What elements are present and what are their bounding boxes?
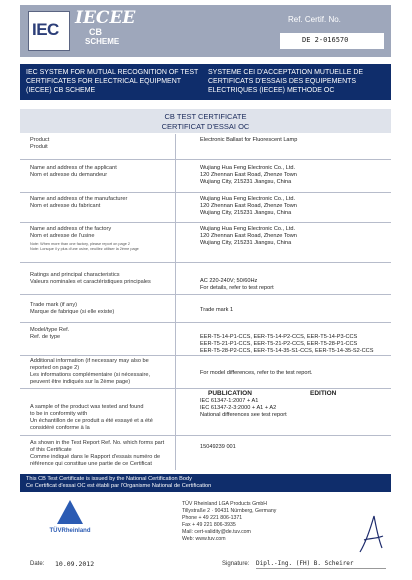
manufacturer-line: Wujiang City, 215231 Jiangsu, China xyxy=(200,210,292,216)
sample-label-line: considéré conforme à la xyxy=(30,425,90,431)
report-label-line: of this Certificate xyxy=(30,447,72,453)
row-trademark xyxy=(20,302,391,320)
product-value: Electronic Ballast for Fluorescent Lamp xyxy=(200,137,298,143)
sample-label-line: to be in conformity with xyxy=(30,411,88,417)
ref-certif-number: DE 2-016570 xyxy=(302,36,349,44)
factory-label-en: Name and address of the factory xyxy=(30,226,112,232)
issuer-address-line: TÜV Rheinland LGA Products GmbH xyxy=(182,501,268,507)
manufacturer-line: 120 Zhennan East Road, Zhenze Town xyxy=(200,203,297,209)
row-sample xyxy=(20,398,391,431)
product-label xyxy=(30,137,190,151)
date-value: 10.09.2012 xyxy=(55,560,95,568)
factory-note-fr: Note: Lorsque il y plus d'une usine, veuillez utiliser la 2ème page xyxy=(30,247,139,251)
trademark-label-fr: Marque de fabrique (si elle existe) xyxy=(30,309,115,315)
report-label-line: Comme indiqué dans le Rapport d'essais numéro de xyxy=(30,454,161,460)
publication-column-header: PUBLICATION xyxy=(208,390,252,397)
tuv-rheinland-logo xyxy=(40,500,100,550)
factory-label xyxy=(30,226,190,252)
model-line: EER-T5-21-P1-CCS, EER-T5-21-P2-CCS, EER-T5-28-P1-CCS xyxy=(200,341,358,347)
tuv-triangle-icon xyxy=(57,500,83,524)
row-separator xyxy=(20,388,391,389)
issuer-address-line: Tillystraße 2 · 90431 Nürnberg, Germany xyxy=(182,508,277,514)
iecee-logo-line2: CB xyxy=(89,27,102,37)
trademark-label xyxy=(30,302,190,316)
system-title-english: IEC SYSTEM FOR MUTUAL RECOGNITION OF TEST CERTIFICATES FOR ELECTRICAL EQUIPMENT (IECEE) CB SCHEME xyxy=(26,69,199,94)
sample-label xyxy=(30,404,190,432)
ref-certif-label: Ref. Certif. No. xyxy=(288,15,341,24)
applicant-label-en: Name and address of the applicant xyxy=(30,165,117,171)
applicant-label-fr: Nom et adresse du demandeur xyxy=(30,172,108,178)
signature-line xyxy=(256,568,386,569)
certificate-title-french: CERTIFICAT D'ESSAI OC xyxy=(161,122,250,131)
iecee-logo-line3: SCHEME xyxy=(85,37,120,46)
sample-label-line: Un échantillon de ce produit a été essayé et a été xyxy=(30,418,153,424)
factory-line: 120 Zhennan East Road, Zhenze Town xyxy=(200,233,297,239)
row-separator xyxy=(20,322,391,323)
model-label xyxy=(30,327,190,341)
manufacturer-label-en: Name and address of the manufacturer xyxy=(30,196,128,202)
ratings-label-en: Ratings and principal characteristics xyxy=(30,272,120,278)
ratings-label xyxy=(30,272,190,286)
iec-logo xyxy=(28,11,70,51)
issuer-address-line: Fax + 49 221 806-3935 xyxy=(182,522,236,528)
issuer-address-line: Mail: cert-validity@de.tuv.com xyxy=(182,529,251,535)
ratings-line: For details, refer to test report xyxy=(200,285,274,291)
certificate-header xyxy=(20,5,391,57)
handwritten-signature xyxy=(356,512,386,556)
report-number: 15049239 001 xyxy=(200,444,236,450)
row-separator xyxy=(20,355,391,356)
trademark-value: Trade mark 1 xyxy=(200,307,234,313)
row-separator xyxy=(20,192,391,193)
publication-list xyxy=(200,398,390,419)
applicant-line: Wujiang City, 215231 Jiangsu, China xyxy=(200,179,292,185)
trademark-label-en: Trade mark (if any) xyxy=(30,302,78,308)
factory-note-en: Note: When more than one factory, please report on page 2 xyxy=(30,242,130,246)
manufacturer-label-fr: Nom et adresse du fabricant xyxy=(30,203,101,209)
report-label-line: As shown in the Test Report Ref. No. which forms part xyxy=(30,440,165,446)
product-label-fr: Produit xyxy=(30,144,48,150)
iecee-cb-scheme-logo xyxy=(75,10,141,52)
edition-column-header: EDITION xyxy=(310,390,337,397)
row-separator xyxy=(20,262,391,263)
issuing-body-french: Ce Certificat d'essai OC est établi par l'Organisme National de Certification xyxy=(26,483,212,489)
product-label-en: Product xyxy=(30,137,50,143)
row-separator xyxy=(20,159,391,160)
applicant-line: Wujiang Hua Feng Electronic Co., Ltd. xyxy=(200,165,296,171)
row-factory xyxy=(20,226,391,260)
row-test-report xyxy=(20,440,391,470)
ratings-value xyxy=(200,278,390,292)
iec-logo-text: IEC xyxy=(32,20,59,39)
row-product xyxy=(20,137,391,157)
manufacturer-label xyxy=(30,196,190,210)
applicant-address xyxy=(200,165,390,186)
iecee-logo-line1: IECEE xyxy=(75,8,136,28)
additional-label-line: peuvent être indiqués sur la 2ème page) xyxy=(30,379,131,385)
manufacturer-line: Wujiang Hua Feng Electronic Co., Ltd. xyxy=(200,196,296,202)
factory-line: Wujiang City, 215231 Jiangsu, China xyxy=(200,240,292,246)
model-line: EER-T5-14-P1-CCS, EER-T5-14-P2-CCS, EER-T5-14-P3-CCS xyxy=(200,334,358,340)
factory-line: Wujiang Hua Feng Electronic Co., Ltd. xyxy=(200,226,296,232)
signatory-name: Dipl.-Ing. (FH) B. Scheirer xyxy=(256,560,354,567)
model-line: EER-T5-28-P2-CCS, EER-T5-14-35-S1-CCS, EER-T5-14-35-S2-CCS xyxy=(200,348,374,354)
additional-value: For model differences, refer to the test report. xyxy=(200,370,313,376)
sample-label-line: A sample of the product was tested and found xyxy=(30,404,144,410)
report-label-line: référence qui constitue une partie de ce Certificat xyxy=(30,461,152,467)
row-separator xyxy=(20,435,391,436)
additional-label-line: Les informations complémentaire (si nécessaire, xyxy=(30,372,151,378)
issuer-address xyxy=(182,501,382,543)
tuv-logo-text: TÜVRheinland xyxy=(49,528,91,534)
row-separator xyxy=(20,294,391,295)
row-model xyxy=(20,327,391,354)
date-label: Date: xyxy=(30,561,45,567)
issuing-body-band xyxy=(20,474,391,492)
issuing-body-english: This CB Test Certificate is issued by the National Certification Body xyxy=(26,476,192,482)
publication-line: IEC 61347-2-3:2000 + A1 + A2 xyxy=(200,405,277,411)
additional-label xyxy=(30,358,190,386)
issuer-address-line: Phone + 49 221 806-1371 xyxy=(182,515,243,521)
row-additional-info xyxy=(20,358,391,388)
model-list xyxy=(200,334,390,355)
row-separator xyxy=(20,222,391,223)
factory-label-fr: Nom et adresse de l'usine xyxy=(30,233,95,239)
signature-label: Signature: xyxy=(222,561,250,567)
ratings-line: AC 220-240V; 50/60Hz xyxy=(200,278,258,284)
applicant-label xyxy=(30,165,190,179)
ratings-label-fr: Valeurs nominales et caractéristiques principales xyxy=(30,279,151,285)
report-label xyxy=(30,440,190,468)
row-ratings xyxy=(20,272,391,292)
publication-line: National differences see test report xyxy=(200,412,287,418)
additional-label-line: reported on page 2) xyxy=(30,365,80,371)
system-title-band xyxy=(20,64,391,100)
certificate-subtitle-band xyxy=(20,109,391,133)
issuer-address-line: Web: www.tuv.com xyxy=(182,536,226,542)
certificate-title-english: CB TEST CERTIFICATE xyxy=(164,112,247,121)
ref-certif-box xyxy=(280,33,384,49)
additional-label-line: Additional information (if necessary may also be xyxy=(30,358,149,364)
manufacturer-address xyxy=(200,196,390,217)
row-applicant xyxy=(20,165,391,189)
model-label-en: Model/type Ref. xyxy=(30,327,70,333)
model-label-fr: Ref. de type xyxy=(30,334,61,340)
system-title-french: SYSTEME CEI D'ACCEPTATION MUTUELLE DE CERTIFICATS D'ESSAIS DES EQUIPEMENTS ELECTRIQUES (IECEE) METHODE OC xyxy=(208,69,364,94)
factory-address xyxy=(200,226,390,247)
row-manufacturer xyxy=(20,196,391,220)
publication-line: IEC 61347-1:2007 + A1 xyxy=(200,398,259,404)
applicant-line: 120 Zhennan East Road, Zhenze Town xyxy=(200,172,297,178)
